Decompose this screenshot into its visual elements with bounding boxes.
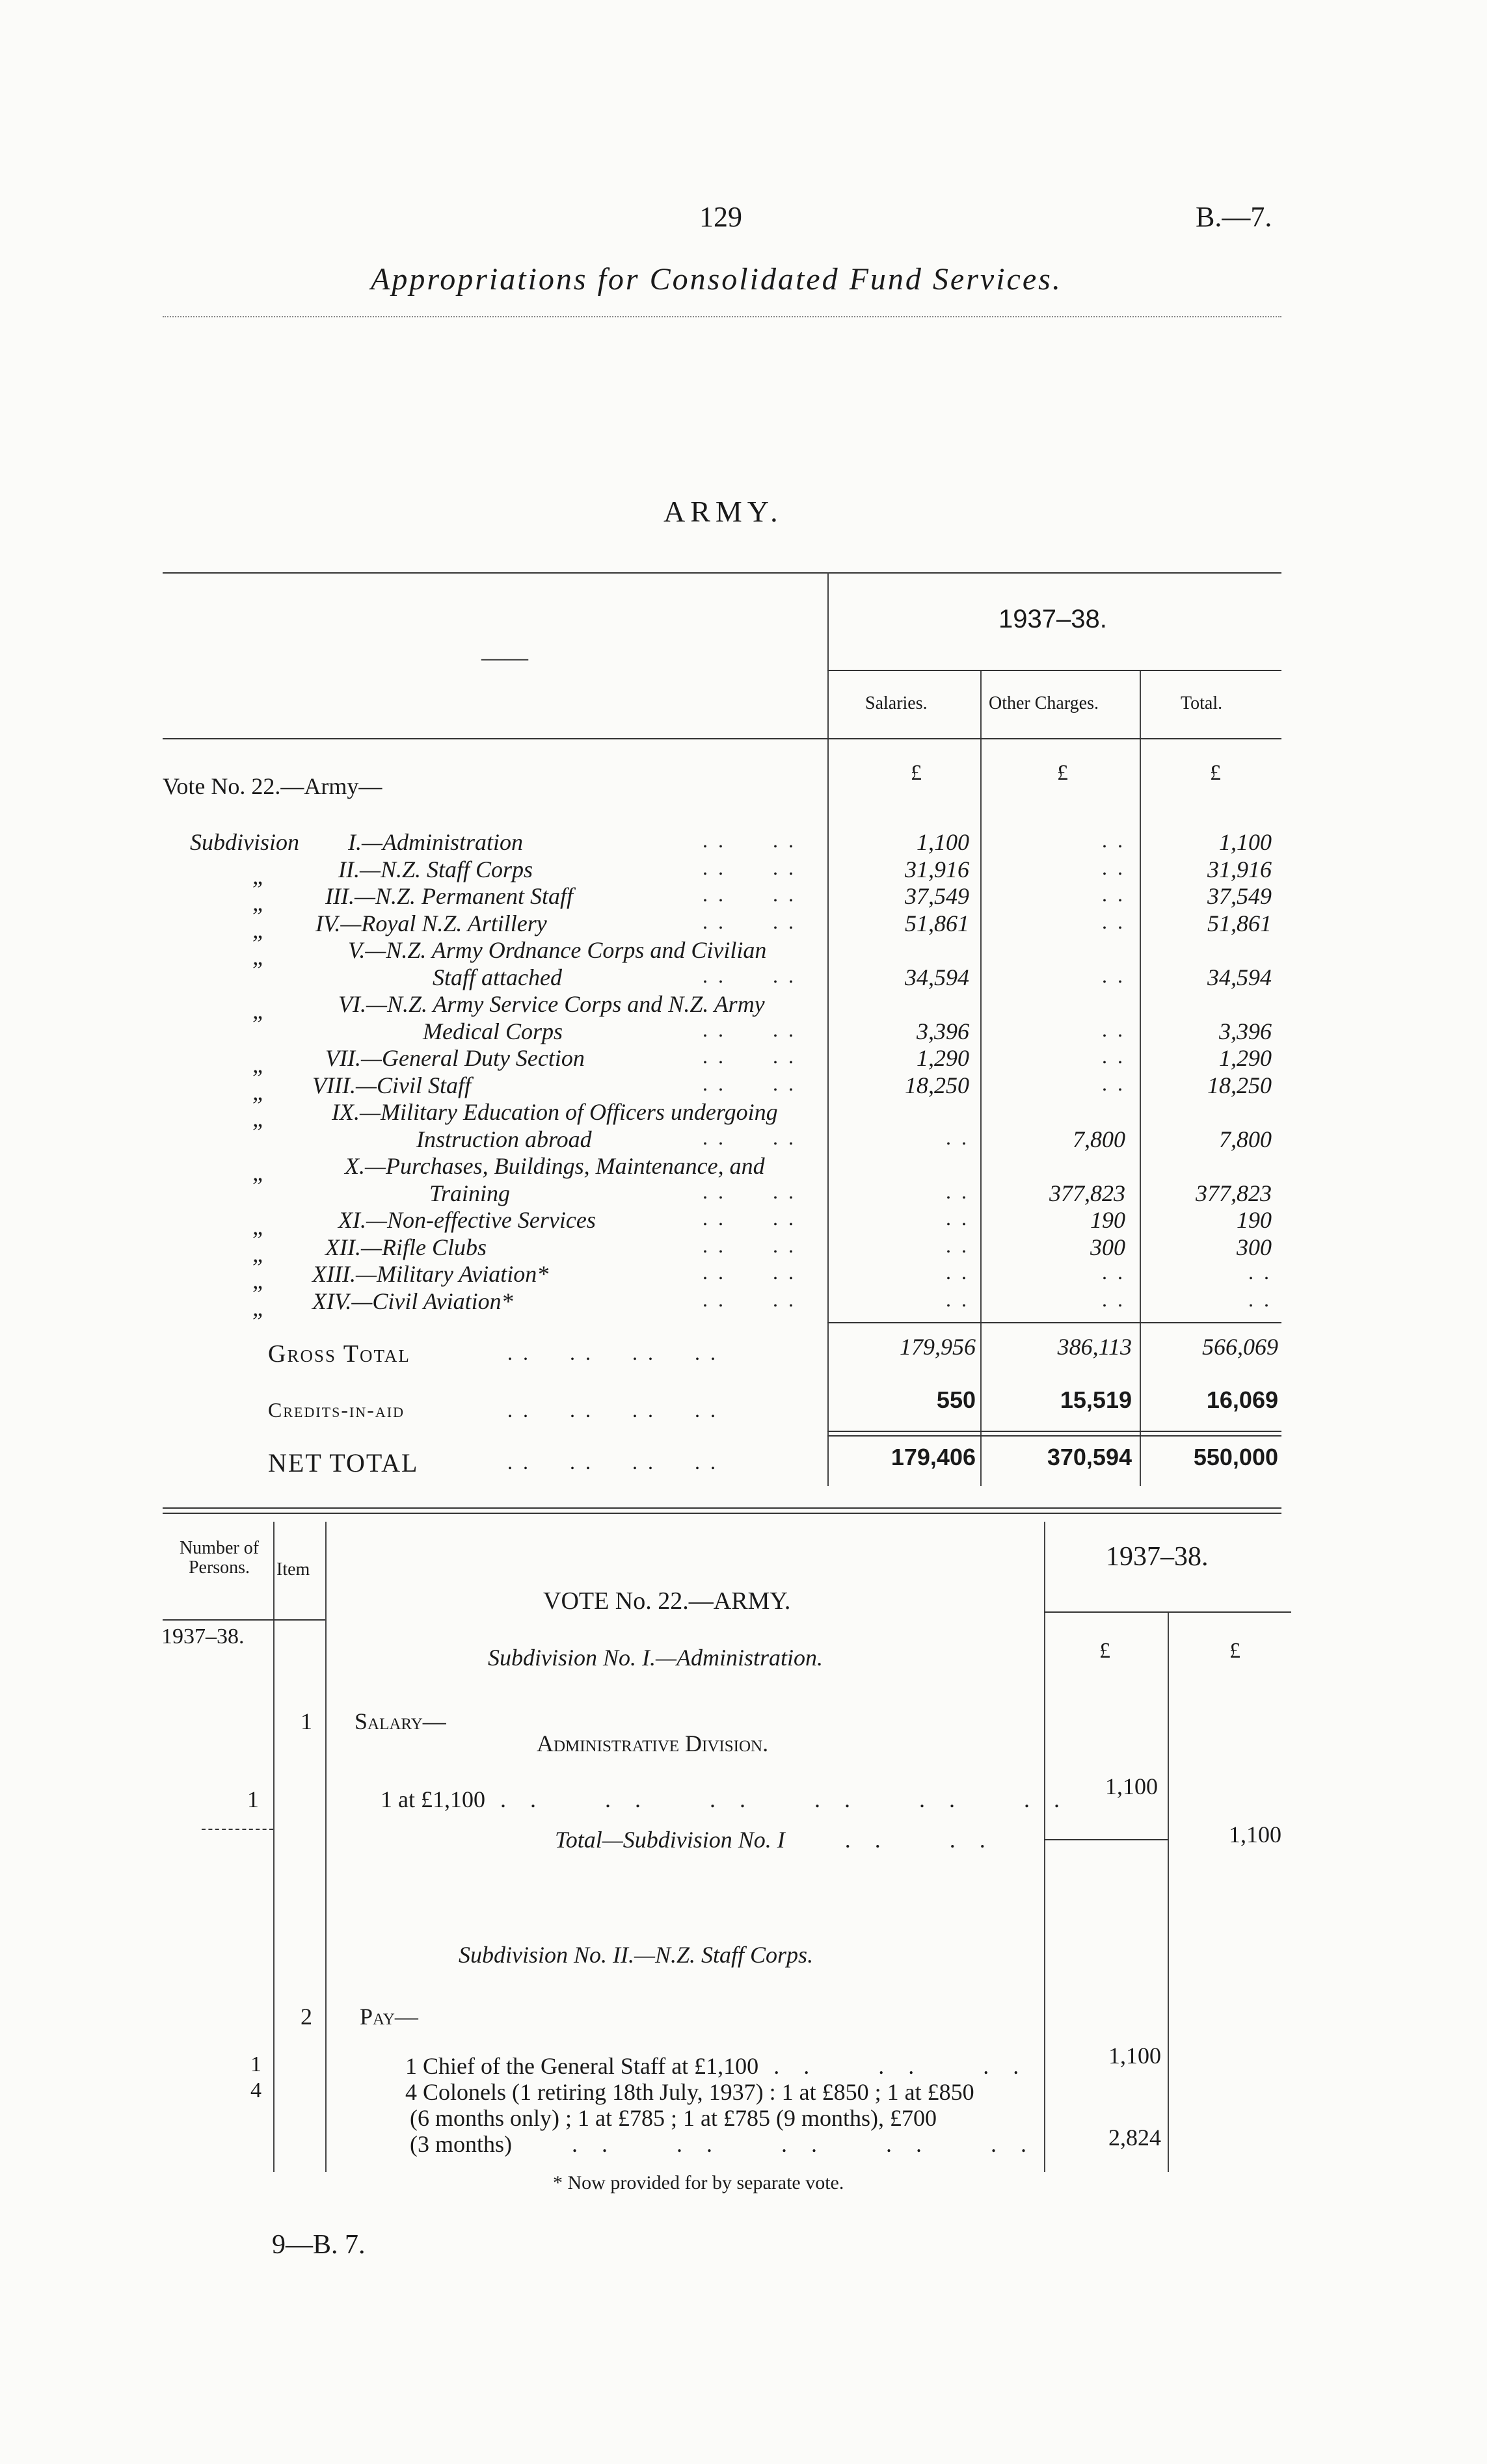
cell-salaries: . . (946, 1287, 969, 1311)
section-title: ARMY. (663, 495, 783, 528)
currency-total: £ (1210, 761, 1221, 785)
summary-top-rule (163, 572, 1281, 574)
cell-total: 300 (1237, 1234, 1272, 1260)
col-number-of-persons-label: Number of Persons. (179, 1538, 260, 1578)
gross-total-other: 386,113 (1057, 1334, 1132, 1360)
summary-bottom-rule (163, 1507, 1281, 1509)
sub1-total-label: Total—Subdivision No. I . . . . (555, 1827, 995, 1853)
currency-salaries: £ (911, 761, 922, 785)
cell-salaries: 31,916 (905, 856, 969, 882)
net-total-rule (827, 1431, 1281, 1432)
leader-dots: . . . . (703, 1233, 796, 1257)
item1-number: 1 (301, 1708, 312, 1734)
ditto-mark: „ (252, 998, 266, 1024)
line3-text-3: (3 months) . . . . . . . . . . (410, 2131, 1036, 2157)
subdivision-label: II.—N.Z. Staff Corps (338, 856, 533, 882)
subdivision-label: X.—Purchases, Buildings, Maintenance, and (345, 1153, 765, 1179)
summary-col-divider (827, 572, 829, 1486)
line1-rule-persons (202, 1829, 273, 1830)
cell-salaries: . . (946, 1260, 969, 1284)
cell-other: . . (1102, 1044, 1125, 1068)
cell-salaries: . . (946, 1233, 969, 1257)
cell-other: . . (1102, 1260, 1125, 1284)
cell-other: 190 (1090, 1207, 1125, 1233)
cell-total: . . (1248, 1287, 1272, 1311)
gross-total-label: Gross Total (268, 1340, 410, 1368)
net-total-other: 370,594 (1047, 1444, 1132, 1470)
line2-text-value: 1 Chief of the General Staff at £1,100 (405, 2053, 759, 2079)
subdivision-label: VII.—General Duty Section (325, 1045, 585, 1071)
credits-label: Credits-in-aid (268, 1398, 405, 1422)
subdivision-label: XII.—Rifle Clubs (325, 1234, 487, 1260)
ditto-mark: „ (252, 1159, 266, 1186)
column-header-rule (163, 738, 1281, 739)
cell-total: 1,290 (1219, 1045, 1272, 1071)
col-total: Total. (1181, 693, 1223, 713)
subdivision-label: IV.—Royal N.Z. Artillery (315, 910, 547, 936)
detail-year-rule (1044, 1611, 1291, 1613)
subdivision-word: Subdivision (190, 829, 299, 855)
cell-total: 37,549 (1207, 883, 1272, 909)
detail-vote-title: VOTE No. 22.—ARMY. (543, 1587, 791, 1615)
ditto-mark: „ (252, 1294, 266, 1321)
line3-persons: 4 (250, 2078, 261, 2102)
cell-other: . . (1102, 909, 1125, 933)
line1-persons: 1 (247, 1786, 259, 1812)
cell-salaries: 18,250 (905, 1072, 969, 1098)
subdivision-label: V.—N.Z. Army Ordnance Corps and Civilian (348, 937, 767, 963)
line2-persons: 1 (250, 2052, 261, 2076)
subdivision-label-continued: Staff attached (433, 964, 562, 990)
cell-salaries: 1,100 (917, 829, 969, 855)
ditto-mark: „ (252, 1106, 266, 1132)
subdivision-label: VI.—N.Z. Army Service Corps and N.Z. Army (338, 991, 765, 1017)
line1-text-value: 1 at £1,100 (381, 1786, 485, 1812)
footnote: * Now provided for by separate vote. (553, 2172, 844, 2193)
line3-amount: 2,824 (1108, 2125, 1161, 2151)
cell-other: . . (1102, 882, 1125, 906)
running-title: Appropriations for Consolidated Fund Services. (371, 262, 1062, 297)
gross-total-salaries: 179,956 (900, 1334, 976, 1360)
detail-amount-divider (1044, 1522, 1045, 2172)
cell-total: . . (1248, 1260, 1272, 1284)
cell-total: 7,800 (1219, 1126, 1272, 1152)
year-header-rule (827, 670, 1281, 671)
ditto-mark: „ (252, 1052, 266, 1078)
cell-other: . . (1102, 1017, 1125, 1041)
line3-text-1: 4 Colonels (1 retiring 18th July, 1937) : 1 at £850 ; 1 at £850 (405, 2079, 974, 2105)
line1-amount: 1,100 (1105, 1773, 1158, 1799)
col-item: Item (276, 1559, 310, 1580)
subdivision-label-continued: Medical Corps (423, 1018, 563, 1044)
leader-dots: . . . . (703, 828, 796, 852)
line1-text: 1 at £1,100 . . . . . . . . . . . . (381, 1786, 1069, 1812)
document-code: B.—7. (1196, 201, 1272, 233)
cell-salaries: . . (946, 1125, 969, 1149)
item2-number: 2 (301, 2004, 312, 2030)
cell-other: . . (1102, 855, 1125, 879)
cell-other: . . (1102, 1287, 1125, 1311)
summary-col-divider-3 (1140, 670, 1141, 1486)
cell-salaries: 1,290 (917, 1045, 969, 1071)
ditto-mark: „ (252, 916, 266, 943)
ditto-mark: „ (252, 1213, 266, 1239)
leader-dots: . . . . (703, 909, 796, 933)
item2-label: Pay— (360, 2004, 418, 2030)
cell-total: 18,250 (1207, 1072, 1272, 1098)
cell-salaries: 37,549 (905, 883, 969, 909)
subdivision-label: III.—N.Z. Permanent Staff (325, 883, 573, 909)
col-salaries: Salaries. (865, 693, 928, 713)
sub1-total-amount: 1,100 (1229, 1822, 1281, 1848)
cell-salaries: 3,396 (917, 1018, 969, 1044)
gross-total-total: 566,069 (1202, 1334, 1278, 1360)
subdivision-label: IX.—Military Education of Officers undergoing (332, 1099, 778, 1125)
stub-dash: —— (481, 644, 528, 670)
net-total-total: 550,000 (1193, 1444, 1278, 1470)
col-number-of-persons (170, 1539, 268, 1578)
cell-other: . . (1102, 1071, 1125, 1095)
detail-amount-divider-2 (1168, 1613, 1169, 2172)
leader-dots: . . . . (703, 1017, 796, 1041)
gross-total-leader: . . . . . . . . (507, 1341, 718, 1364)
subdivision-label-continued: Instruction abroad (416, 1126, 592, 1152)
leader-dots: . . . . (703, 882, 796, 906)
subdivision-label: XI.—Non-effective Services (338, 1207, 596, 1233)
cell-other: . . (1102, 963, 1125, 987)
subdivision-label: VIII.—Civil Staff (312, 1072, 471, 1098)
item1-division: Administrative Division. (537, 1730, 769, 1756)
ditto-mark: „ (252, 1240, 266, 1267)
credits-leader: . . . . . . . . (507, 1398, 718, 1422)
cell-other: 300 (1090, 1234, 1125, 1260)
cell-salaries: . . (946, 1206, 969, 1230)
sub1-total-label-text: Total—Subdivision No. I (555, 1827, 785, 1853)
sub2-title: Subdivision No. II.—N.Z. Staff Corps. (459, 1942, 814, 1968)
line2-text: 1 Chief of the General Staff at £1,100 . . . . . . (405, 2053, 1028, 2079)
ditto-mark: „ (252, 890, 266, 916)
summary-col-divider-2 (980, 670, 982, 1486)
line3-text-3-value: (3 months) (410, 2131, 512, 2157)
leader-dots: . . . . (703, 1179, 796, 1203)
subdivision-label: XIV.—Civil Aviation* (312, 1288, 513, 1314)
leader-dots: . . . . (703, 1044, 796, 1068)
line3-text-2: (6 months only) ; 1 at £785 ; 1 at £785 (9 months), £700 (410, 2105, 937, 2131)
cell-salaries: 34,594 (905, 964, 969, 990)
credits-other: 15,519 (1060, 1386, 1132, 1413)
cell-total: 377,823 (1196, 1180, 1272, 1206)
leader-dots: . . . . (703, 1260, 796, 1284)
sub1-title: Subdivision No. I.—Administration. (488, 1645, 824, 1671)
col-other-charges: Other Charges. (989, 693, 1099, 713)
cell-salaries: 51,861 (905, 910, 969, 936)
credits-salaries: 550 (936, 1386, 976, 1413)
subdivision-label: XIII.—Military Aviation* (312, 1261, 549, 1287)
net-total-salaries: 179,406 (891, 1444, 976, 1470)
cell-total: 34,594 (1207, 964, 1272, 990)
net-total-rule-2 (827, 1435, 1281, 1437)
credits-total: 16,069 (1206, 1386, 1278, 1413)
leader-dots: . . . . (703, 1206, 796, 1230)
cell-total: 31,916 (1207, 856, 1272, 882)
gross-total-rule (827, 1322, 1281, 1323)
detail-item-divider (325, 1522, 327, 2172)
cell-total: 1,100 (1219, 829, 1272, 855)
leader-dots: . . . . (703, 1071, 796, 1095)
ditto-mark: „ (252, 1078, 266, 1105)
leader-dots: . . . . (703, 963, 796, 987)
summary-year-header: 1937–38. (998, 605, 1107, 633)
detail-currency-2: £ (1229, 1639, 1240, 1663)
ditto-mark: „ (252, 1267, 266, 1293)
detail-currency-1: £ (1099, 1639, 1110, 1663)
cell-total: 51,861 (1207, 910, 1272, 936)
cell-total: 3,396 (1219, 1018, 1272, 1044)
net-total-label: NET TOTAL (268, 1448, 419, 1477)
cell-other: 377,823 (1049, 1180, 1125, 1206)
leader-dots: . . . . (703, 1125, 796, 1149)
header-rule (163, 316, 1281, 317)
page-number: 129 (699, 201, 742, 233)
line2-amount: 1,100 (1108, 2043, 1161, 2069)
currency-other: £ (1057, 761, 1068, 785)
cell-salaries: . . (946, 1179, 969, 1203)
cell-other: 7,800 (1073, 1126, 1125, 1152)
net-total-leader: . . . . . . . . (507, 1450, 718, 1474)
signature-mark: 9—B. 7. (272, 2230, 366, 2260)
ditto-mark: „ (252, 862, 266, 889)
subdivision-label: I.—Administration (348, 829, 524, 855)
detail-year-header: 1937–38. (1106, 1542, 1209, 1572)
cell-other: . . (1102, 828, 1125, 852)
summary-bottom-rule-2 (163, 1513, 1281, 1514)
leader-dots: . . . . (703, 855, 796, 879)
detail-persons-rule (163, 1619, 325, 1621)
persons-year: 1937–38. (161, 1624, 245, 1649)
sub1-total-rule (1044, 1839, 1168, 1840)
leader-dots: . . . . (703, 1287, 796, 1311)
item1-label: Salary— (355, 1708, 446, 1734)
cell-total: 190 (1237, 1207, 1272, 1233)
vote-label: Vote No. 22.—Army— (163, 773, 382, 799)
subdivision-label-continued: Training (429, 1180, 511, 1206)
ditto-mark: „ (252, 944, 266, 970)
